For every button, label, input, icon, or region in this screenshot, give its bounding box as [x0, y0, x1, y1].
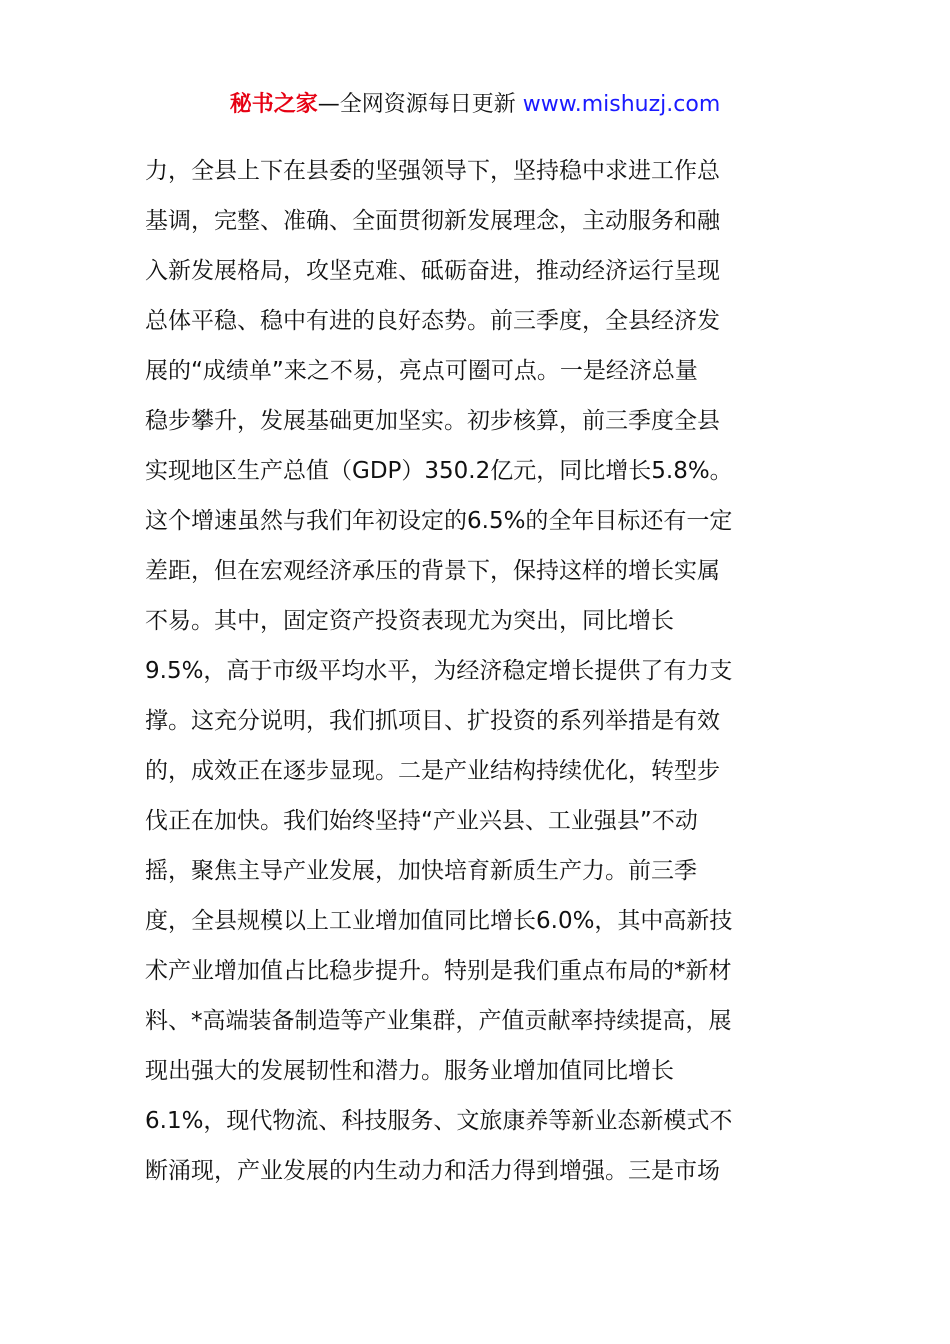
paragraph-line: 不易。其中，固定资产投资表现尤为突出，同比增长: [145, 608, 674, 634]
paragraph-line: 基调，完整、准确、全面贯彻新发展理念，主动服务和融: [145, 208, 720, 234]
paragraph-line: 总体平稳、稳中有进的良好态势。前三季度，全县经济发: [145, 308, 720, 334]
paragraph-line: 9.5%，高于市级平均水平，为经济稳定增长提供了有力支: [145, 658, 733, 684]
paragraph-line: 6.1%，现代物流、科技服务、文旅康养等新业态新模式不: [145, 1108, 733, 1134]
site-header: [0, 89, 950, 121]
paragraph-line: 实现地区生产总值（GDP）350.2亿元，同比增长5.8%。: [145, 458, 733, 484]
paragraph-line: 这个增速虽然与我们年初设定的6.5%的全年目标还有一定: [145, 508, 733, 534]
paragraph-line: 术产业增加值占比稳步提升。特别是我们重点布局的*新材: [145, 958, 732, 984]
paragraph-line: 伐正在加快。我们始终坚持“产业兴县、工业强县”不动: [145, 808, 698, 834]
document-body: [145, 146, 810, 1196]
paragraph-line: 摇，聚焦主导产业发展，加快培育新质生产力。前三季: [145, 858, 697, 884]
paragraph-line: 的，成效正在逐步显现。二是产业结构持续优化，转型步: [145, 758, 720, 784]
paragraph-line: 差距，但在宏观经济承压的背景下，保持这样的增长实属: [145, 558, 720, 584]
paragraph-line: 撑。这充分说明，我们抓项目、扩投资的系列举措是有效: [145, 708, 720, 734]
site-tagline: —全网资源每日更新: [317, 92, 523, 117]
paragraph-line: 力，全县上下在县委的坚强领导下，坚持稳中求进工作总: [145, 158, 720, 184]
paragraph-line: 料、*高端装备制造等产业集群，产值贡献率持续提高，展: [145, 1008, 732, 1034]
paragraph-line: 现出强大的发展韧性和潜力。服务业增加值同比增长: [145, 1058, 674, 1084]
paragraph-line: 展的“成绩单”来之不易，亮点可圈可点。一是经济总量: [145, 358, 698, 384]
paragraph-line: 入新发展格局，攻坚克难、砥砺奋进，推动经济运行呈现: [145, 258, 720, 284]
site-brand: 秘书之家: [229, 92, 318, 117]
site-url-link[interactable]: www.mishuzj.com: [522, 92, 721, 117]
paragraph-line: 稳步攀升，发展基础更加坚实。初步核算，前三季度全县: [145, 408, 720, 434]
paragraph-line: 度，全县规模以上工业增加值同比增长6.0%，其中高新技: [145, 908, 733, 934]
paragraph-line: 断涌现，产业发展的内生动力和活力得到增强。三是市场: [145, 1158, 720, 1184]
